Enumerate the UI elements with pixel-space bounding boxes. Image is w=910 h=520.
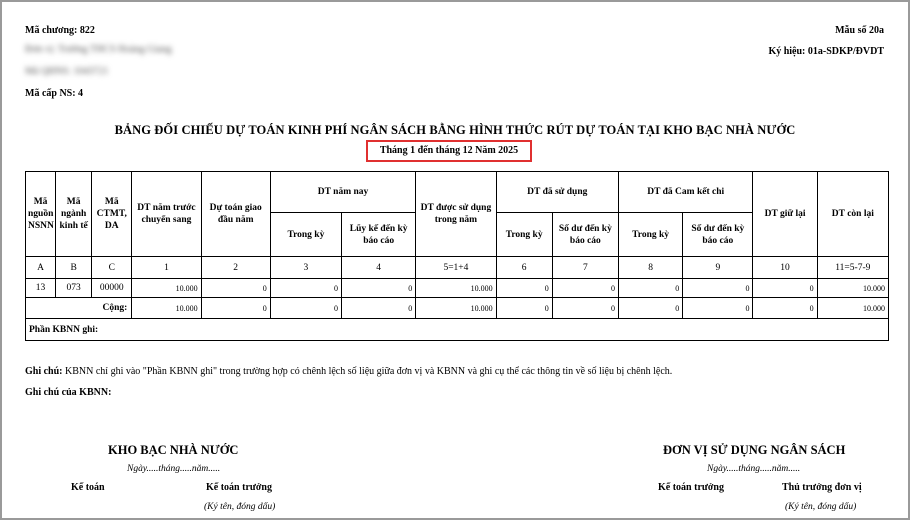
cell-value: 0 [683,279,753,298]
header-du-toan-giao: Dự toán giao đầu năm [201,172,270,257]
unit-role-thu-truong: Thủ trưởng đơn vị [782,482,862,493]
header-ma-ctmt: Mã CTMT, DA [92,172,132,257]
index-cell: 10 [753,257,817,279]
index-cell: 5=1+4 [416,257,496,279]
level-code: Mã cấp NS: 4 [25,88,84,99]
total-value: 0 [683,298,753,319]
index-cell: 9 [683,257,753,279]
kbnn-note: Ghi chú của KBNN: [25,387,112,398]
total-value: 0 [201,298,270,319]
header-dt-giu-lai: DT giữ lại [753,172,817,257]
total-value: 0 [342,298,416,319]
unit-role-ke-toan-truong: Kế toán trưởng [658,482,724,493]
header-nam-nay-trong-ky: Trong kỳ [270,213,341,257]
cell-ma-ctmt: 00000 [92,279,132,298]
cell-value: 0 [270,279,341,298]
unit-name: Đơn vị: Trường THCS Hoàng Giang [25,44,172,55]
total-value: 0 [753,298,817,319]
header-dt-da-cam-ket-chi: DT đã Cam kết chi [618,172,752,213]
total-value: 10.000 [416,298,496,319]
total-value: 0 [552,298,618,319]
cell-value: 0 [753,279,817,298]
header-ma-nguon: Mã nguồn NSNN [26,172,56,257]
header-dt-con-lai: DT còn lại [817,172,888,257]
index-row [26,257,889,279]
header-dt-da-su-dung: DT đã sử dụng [496,172,618,213]
unit-code: Mã QHNS: 1043721 [25,66,109,77]
index-cell: 6 [496,257,552,279]
header-dt-duoc-su-dung: DT được sử dụng trong năm [416,172,496,257]
kbnn-role-ke-toan-truong: Kế toán trưởng [206,482,272,493]
kbnn-note-label: Phần KBNN ghi: [26,319,889,341]
cell-value: 0 [201,279,270,298]
header-su-dung-so-du: Số dư đến kỳ báo cáo [552,213,618,257]
index-cell: B [56,257,92,279]
cell-value: 0 [618,279,682,298]
total-label: Cộng: [26,298,132,319]
header-cam-ket-trong-ky: Trong kỳ [618,213,682,257]
cell-ma-nganh: 073 [56,279,92,298]
cell-value: 0 [342,279,416,298]
kbnn-note-row [26,319,889,341]
form-number: Mẫu số 20a [835,25,884,36]
index-cell: A [26,257,56,279]
total-value: 10.000 [817,298,888,319]
index-cell: 2 [201,257,270,279]
note-label: Ghi chú: [25,366,63,377]
unit-sign-note: (Ký tên, đóng dấu) [785,502,857,512]
report-period: Tháng 1 đến tháng 12 Năm 2025 [366,140,532,162]
unit-signature-date: Ngày.....tháng.....năm..... [707,464,801,474]
index-cell: C [92,257,132,279]
cell-value: 10.000 [132,279,201,298]
index-cell: 1 [132,257,201,279]
cell-ma-nguon: 13 [26,279,56,298]
header-su-dung-trong-ky: Trong kỳ [496,213,552,257]
kbnn-role-ke-toan: Kế toán [71,482,105,493]
total-value: 10.000 [132,298,201,319]
cell-value: 0 [552,279,618,298]
note-text: KBNN chỉ ghi vào "Phần KBNN ghi" trong trường hợp có chênh lệch số liệu giữa đơn vị và KBNN và ghi cụ thể các thông tin về số liệu bị chênh lệch. [62,366,673,377]
chapter-code: Mã chương: 822 [25,25,95,36]
header-dt-nam-truoc: DT năm trước chuyển sang [132,172,201,257]
total-value: 0 [270,298,341,319]
index-cell: 4 [342,257,416,279]
report-title: BẢNG ĐỐI CHIẾU DỰ TOÁN KINH PHÍ NGÂN SÁCH BẰNG HÌNH THỨC RÚT DỰ TOÁN TẠI KHO BẠC NHÀ NƯỚC [114,123,796,137]
form-symbol: Ký hiệu: 01a-SDKP/ĐVDT [768,46,884,57]
kbnn-sign-note: (Ký tên, đóng dấu) [204,502,276,512]
index-cell: 3 [270,257,341,279]
kbnn-signature-title: KHO BẠC NHÀ NƯỚC [108,443,239,457]
header-nam-nay-luy-ke: Lũy kế đến kỳ báo cáo [342,213,416,257]
reconciliation-table [25,171,889,341]
kbnn-signature-date: Ngày.....tháng.....năm..... [127,464,221,474]
cell-value: 0 [496,279,552,298]
total-row [26,298,889,319]
header-dt-nam-nay: DT năm nay [270,172,416,213]
header-cam-ket-so-du: Số dư đến kỳ báo cáo [683,213,753,257]
cell-value: 10.000 [416,279,496,298]
table-row [26,279,889,298]
total-value: 0 [618,298,682,319]
unit-signature-title: ĐƠN VỊ SỬ DỤNG NGÂN SÁCH [663,443,846,457]
index-cell: 8 [618,257,682,279]
index-cell: 11=5-7-9 [817,257,888,279]
cell-value: 10.000 [817,279,888,298]
header-ma-nganh: Mã ngành kinh tế [56,172,92,257]
index-cell: 7 [552,257,618,279]
note-line [25,366,672,377]
total-value: 0 [496,298,552,319]
